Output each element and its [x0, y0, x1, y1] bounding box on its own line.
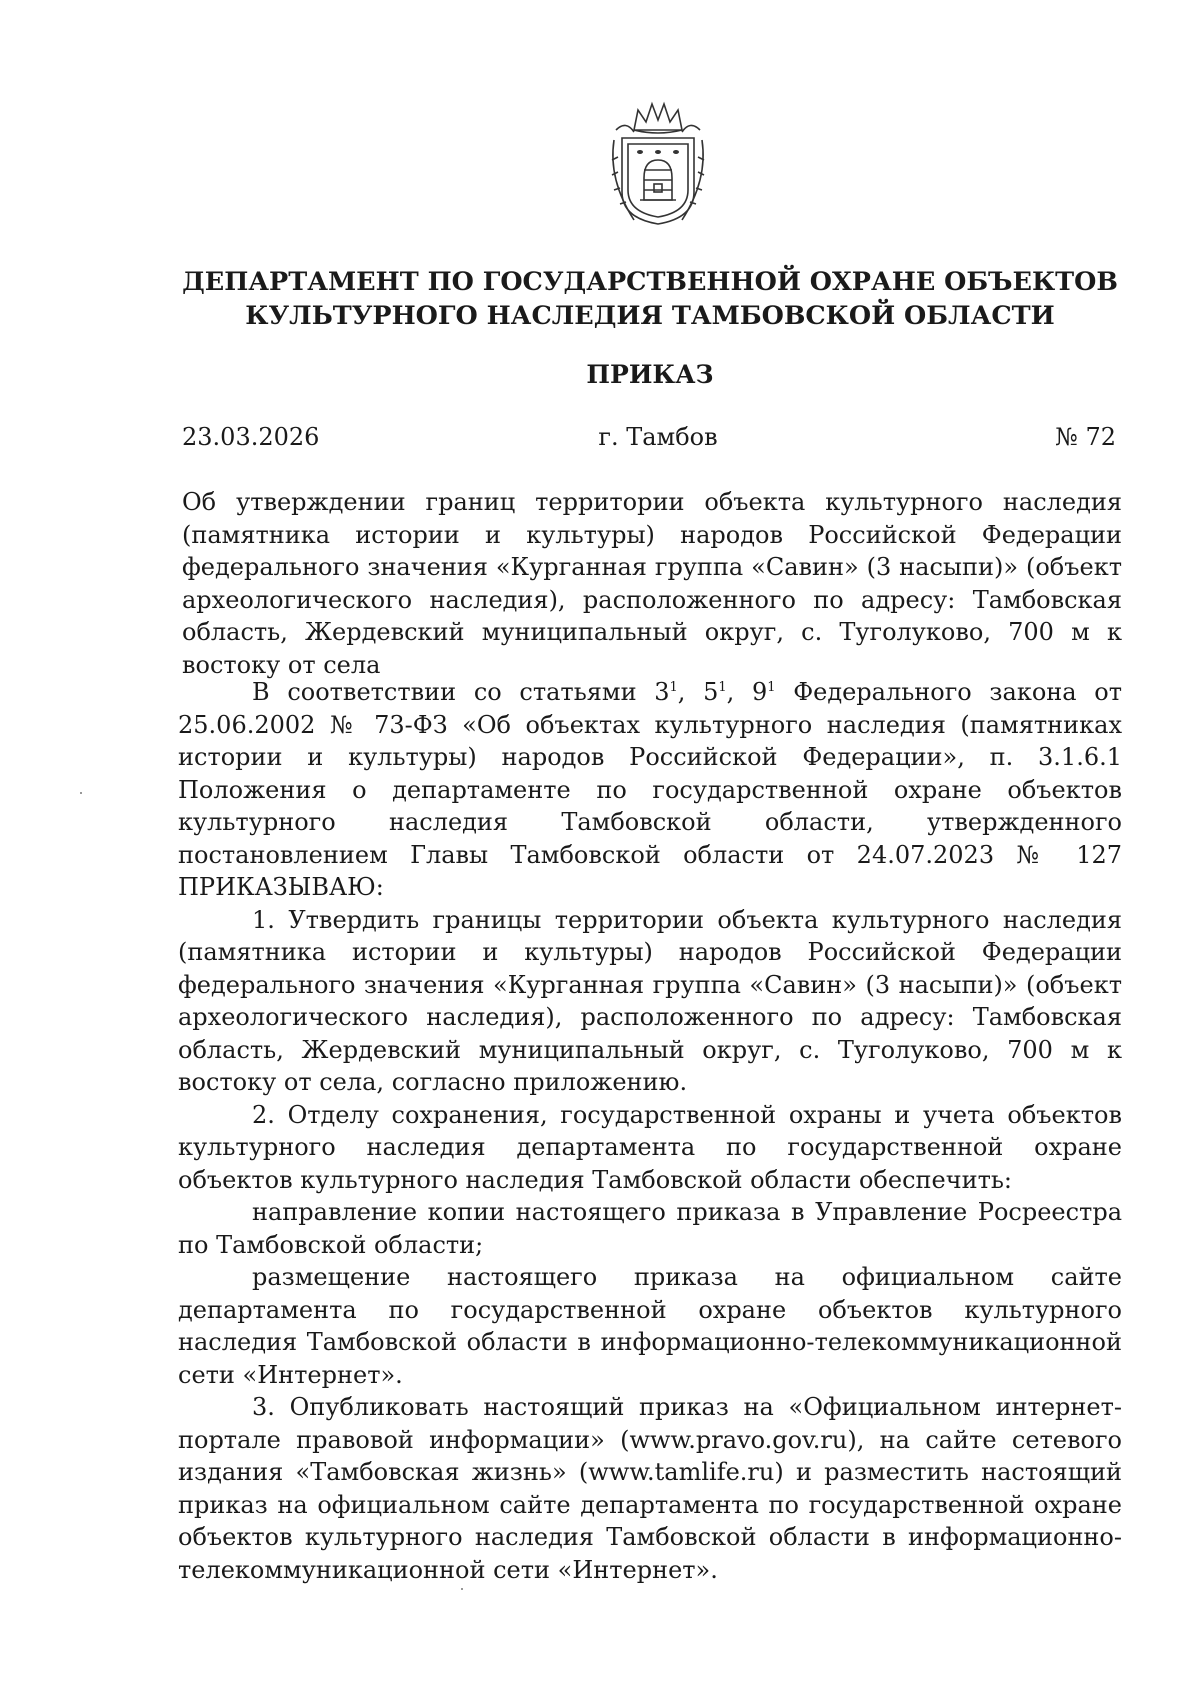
- order-city: г. Тамбов: [598, 423, 718, 451]
- order-subject: Об утверждении границ территории объекта культурного наследия (памятника истории и культуры) народов Российской Федерации федерального значения «Курганная группа «Савин» (3 насыпи)» (объект археологического наследия), расположенного по адресу: Тамбовская область, Жердевский муниципальный округ, с. Туголуково, 700 м к востоку от села: [182, 488, 1122, 679]
- item-1: 1. Утвердить границы территории объекта культурного наследия (памятника истории и культуры) народов Российской Федерации федерального значения «Курганная группа «Савин» (3 насыпи)» (объект археологического наследия), расположенного по адресу: Тамбовская область, Жердевский муниципальный округ, с. Туголуково, 700 м к востоку от села, согласно приложению.: [178, 905, 1122, 1096]
- department-line-2: КУЛЬТУРНОГО НАСЛЕДИЯ ТАМБОВСКОЙ ОБЛАСТИ: [245, 301, 1055, 331]
- order-number: № 72: [1055, 423, 1116, 451]
- department-name: [150, 265, 1150, 333]
- coat-of-arms-icon: [604, 100, 712, 230]
- order-date: 23.03.2026: [182, 423, 320, 451]
- document-type: ПРИКАЗ: [586, 360, 714, 389]
- scan-speck: [461, 1588, 463, 1590]
- order-body: [178, 676, 1122, 1586]
- item-2: 2. Отделу сохранения, государственной охраны и учета объектов культурного наследия департамента по государственной охране объектов культурного наследия Тамбовской области обеспечить:: [178, 1100, 1122, 1194]
- scan-speck: [80, 792, 82, 794]
- item-2-sub-1: направление копии настоящего приказа в Управление Росреестра по Тамбовской области;: [178, 1198, 1122, 1259]
- department-line-1: ДЕПАРТАМЕНТ ПО ГОСУДАРСТВЕННОЙ ОХРАНЕ ОБЪЕКТОВ: [182, 267, 1118, 297]
- preamble: В соответствии со статьями $3^1$, $5^1$, $9^1$ Федерального закона от 25.06.2002 № 73-ФЗ «Об объектах культурного наследия (памятниках истории и культуры) народов Российской Федерации», п. 3.1.6.1 Положения о департаменте по государственной охране объектов культурного наследия Тамбовской области, утвержденного постановлением Главы Тамбовской области от 24.07.2023 № 127 ПРИКАЗЫВАЮ:: [178, 678, 1122, 901]
- item-2-sub-2: размещение настоящего приказа на официальном сайте департамента по государственной охране объектов культурного наследия Тамбовской области в информационно-телекоммуникационной сети «Интернет».: [178, 1263, 1122, 1389]
- item-3: 3. Опубликовать настоящий приказ на «Официальном интернет-портале правовой информации» (www.pravo.gov.ru), на сайте сетевого издания «Тамбовская жизнь» (www.tamlife.ru) и разместить настоящий приказ на официальном сайте департамента по государственной охране объектов культурного наследия Тамбовской области в информационно-телекоммуникационной сети «Интернет».: [178, 1393, 1122, 1584]
